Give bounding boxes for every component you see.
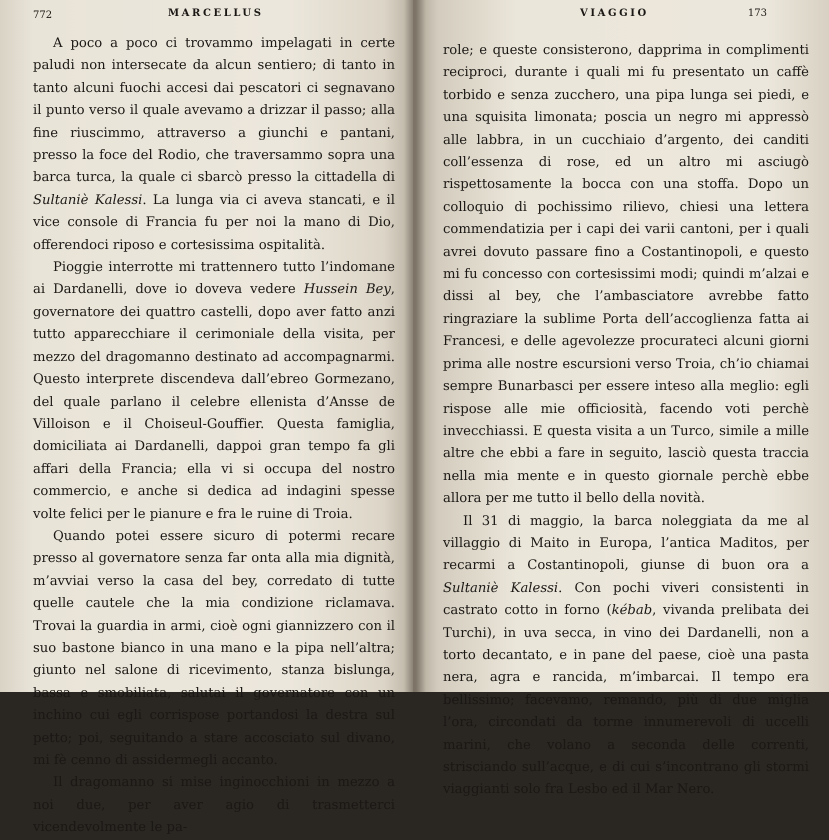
right-italic-text: Sultaniè Kalessi	[443, 580, 559, 596]
right-body-text	[443, 40, 809, 802]
left-paragraph	[33, 526, 395, 772]
right-running-title: VIAGGIO	[580, 8, 649, 19]
left-running-title: MARCELLUS	[168, 8, 264, 19]
left-italic-text: Sultaniè Kalessi	[33, 192, 143, 208]
left-paragraph	[33, 33, 395, 257]
right-text: , vivanda prelibata dei Turchi), in uva secca, in vino dei Dardanelli, non a torto decantato, e in pane del paese, cioè una pasta nera, agra e rancida, m’imbarcai. Il tempo era bellissimo; facevamo, remando, più di due miglia l’ora, circondati da torme innumerevoli di uccelli marini, che volano a seconda delle correnti, strisciando sull’acque, e di cui s’incontrano gli stormi viaggianti solo fra Lesbo ed il Mar Nero.	[443, 603, 809, 798]
left-text: . La lunga via ci aveva stancati, e il vice console di Francia fu per noi la mano di Dio, offerendoci riposo e cortesissima ospitalità.	[33, 192, 395, 253]
left-paragraph	[33, 772, 395, 839]
left-page	[0, 0, 413, 836]
left-body-text	[33, 33, 395, 840]
right-page	[413, 0, 829, 798]
left-paragraph	[33, 257, 395, 526]
left-text: , governatore dei quattro castelli, dopo aver fatto anzi tutto apparecchiare il cerimoniale della visita, per mezzo del dragomanno destinato ad accompagnarmi. Questo interprete discendeva dall’ebreo Gormezano, del quale parlano il celebre ellenista d’Ansse de Villoison e il Choiseul-Gouffier. Questa famiglia, domiciliata ai Dardanelli, dappoi gran tempo fa gli affari della Francia; ella vi si occupa del nostro commercio, e anche si dedica ad indagini spesse volte felici per le pianure e fra le ruine di Troia.	[33, 282, 395, 522]
right-text: Il 31 di maggio, la barca noleggiata da me al villaggio di Maito in Europa, l’antica Maditos, per recarmi a Costantinopoli, giunse di buon ora a	[443, 513, 809, 574]
right-paragraph	[443, 511, 809, 802]
left-italic-text: Hussein Bey	[303, 282, 391, 298]
right-paragraph	[443, 40, 809, 511]
right-italic-text: kébab	[611, 603, 653, 619]
left-page-number: 772	[33, 10, 53, 21]
left-text: Il dragomanno si mise inginocchioni in mezzo a noi due, per aver agio di trasmetterci vicendevolmente le pa-	[33, 775, 395, 836]
right-text: role; e queste consisterono, dapprima in complimenti reciproci, durante i quali mi fu presentato un caffè torbido e senza zucchero, una pipa lunga sei piedi, e una squisita limonata; poscia un negro mi appressò alle labbra, in un cucchiaio d’argento, dei canditi coll’essenza di rose, ed un altro mi asciugò rispettosamente la bocca con una stoffa. Dopo un colloquio di pochissimo rilievo, chiesi una lettera commendatizia per i capi dei varii cantoni, per i quali avrei dovuto passare fino a Costantinopoli, e questo mi fu concesso con cortesissimi modi; quindi m’alzai e dissi al bey, che l’ambasciatore avrebbe fatto ringraziare la sublime Porta dell’accoglienza fatta ai Francesi, e delle agevolezze procurateci alcuni giorni prima alle nostre escursioni verso Troia, ch’io chiamai sempre Bunarbasci per essere inteso alla meglio: egli rispose alle mie officiosità, facendo voti perchè invecchiassi. E questa visita a un Turco, simile a mille altre che ebbi a fare in seguito, lasciò questa traccia nella mia mente e in questo giornale perchè ebbe allora per me tutto il bello della novità.	[443, 43, 809, 507]
right-page-number: 173	[747, 8, 767, 19]
right-text: . Con pochi viveri consistenti in castrato cotto in forno (	[443, 580, 809, 619]
right-running-head	[413, 8, 829, 24]
left-text: A poco a poco ci trovammo impelagati in certe paludi non intersecate da alcun sentiero; di tanto in tanto alcuni fuochi accesi dai pescatori ci segnavano il punto verso il quale avevamo a drizzar il passo; alla fine riuscimmo, attraverso a giunchi e pantani, presso la foce del Rodio, che traversammo sopra una barca turca, la quale ci sbarcò presso la cittadella di	[33, 36, 395, 186]
left-text: Quando potei essere sicuro di potermi recare presso al governatore senza far onta alla mia dignità, m’avviai verso la casa del bey, corredato di tutte quelle cautele che la mia condizione riclamava. Trovai la guardia in armi, cioè ogni giannizzero con il suo bastone bianco in una mano e la pipa nell’altra; giunto nel salone di ricevimento, stanza bislunga, bassa e smobiliata, salutai il governatore con un inchino cui egli corrispose portandosi la destra sul petto; poi, seguitando a stare accosciato sul divano, mi fè cenno di assidermegli accanto.	[33, 528, 395, 768]
left-text: Pioggie interrotte mi trattennero tutto l’indomane ai Dardanelli, dove io doveva vedere	[33, 260, 395, 298]
left-running-head	[0, 8, 413, 24]
